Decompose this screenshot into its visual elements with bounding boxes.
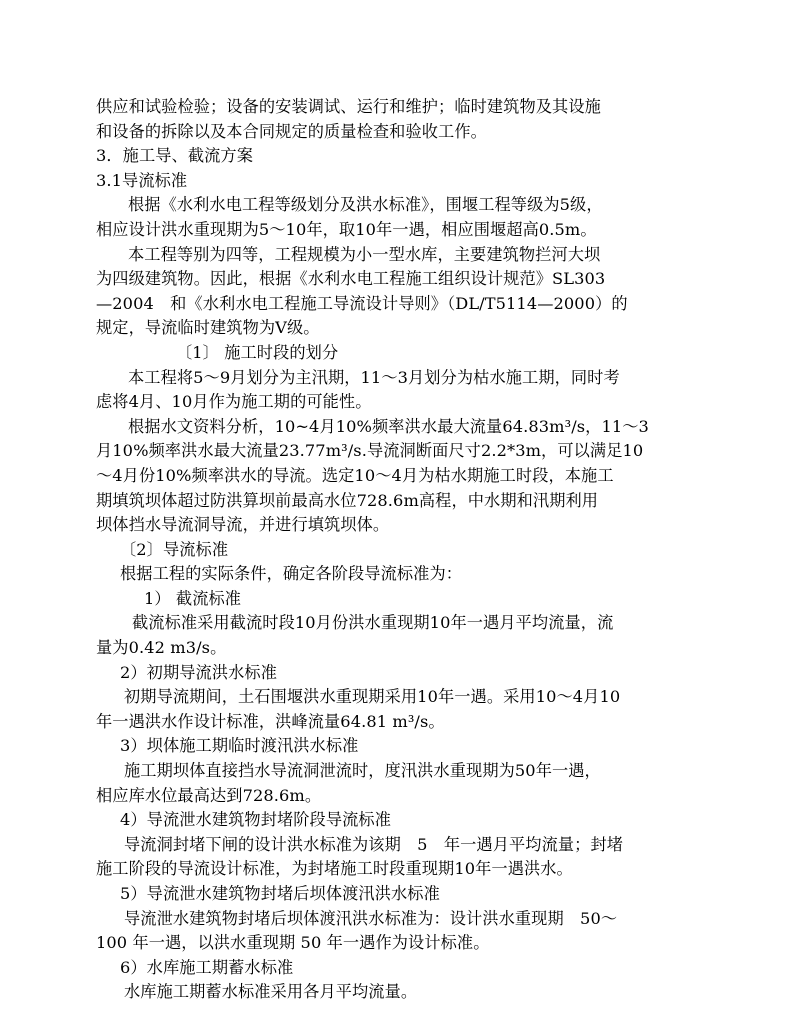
paragraph-line: 根据水文资料分析，10~4月10%频率洪水最大流量64.83m³/s，11～3	[128, 416, 649, 436]
section-heading: 3．施工导、截流方案	[96, 146, 253, 166]
item-heading: 4）导流泄水建筑物封堵阶段导流标准	[120, 810, 391, 830]
paragraph-line: 施工期坝体直接挡水导流洞泄流时，度汛洪水重现期为50年一遇，	[124, 761, 601, 781]
text-line: ～4月份10%频率洪水的导流。选定10～4月为枯水期施工时段，本施工	[96, 465, 614, 485]
paragraph-line: 初期导流期间，土石围堰洪水重现期采用10年一遇。采用10～4月10	[124, 687, 621, 707]
subsection-heading: 3.1导流标准	[96, 170, 188, 190]
paragraph-line: 根据工程的实际条件，确定各阶段导流标准为：	[120, 564, 463, 584]
text-line: 量为0.42 m3/s。	[96, 638, 227, 658]
item-heading: 5）导流泄水建筑物封堵后坝体渡汛洪水标准	[120, 884, 440, 903]
paragraph-line: 水库施工期蓄水标准采用各月平均流量。	[124, 982, 418, 1002]
text-line: —2004 和《水利水电工程施工导流设计导则》（DL/T5114—2000）的	[96, 293, 628, 313]
item-heading: 3）坝体施工期临时渡汛洪水标准	[120, 736, 359, 756]
text-line: 虑将4月、10月作为施工期的可能性。	[96, 392, 372, 412]
text-line: 为四级建筑物。因此，根据《水利水电工程施工组织设计规范》SL303	[96, 269, 606, 289]
text-line: 规定，导流临时建筑物为Ⅴ级。	[96, 318, 320, 338]
text-line: 年一遇洪水作设计标准，洪峰流量64.81 m³/s。	[96, 711, 445, 731]
text-line: 施工阶段的导流设计标准，为封堵施工时段重现期10年一遇洪水。	[96, 859, 573, 879]
text-line: 100 年一遇，以洪水重现期 50 年一遇作为设计标准。	[96, 933, 490, 953]
text-line: 坝体挡水导流洞导流，并进行填筑坝体。	[96, 515, 390, 535]
text-line: 相应设计洪水重现期为5～10年，取10年一遇，相应围堰超高0.5m。	[96, 219, 597, 239]
text-line: 期填筑坝体超过防洪算坝前最高水位728.6m高程，中水期和汛期利用	[96, 490, 599, 510]
paragraph-line: 本工程等别为四等，工程规模为小一型水库，主要建筑物拦河大坝	[128, 244, 601, 264]
item-heading: 2）初期导流洪水标准	[120, 662, 277, 682]
paragraph-line: 本工程将5～9月划分为主汛期，11～3月划分为枯水施工期，同时考	[128, 367, 620, 387]
paragraph-line: 截流标准采用截流时段10月份洪水重现期10年一遇月平均流量，流	[132, 613, 614, 633]
item-heading: 6）水库施工期蓄水标准	[120, 957, 294, 977]
item-heading: 1） 截流标准	[144, 588, 242, 608]
document-body	[96, 95, 696, 1005]
text-line: 相应库水位最高达到728.6m。	[96, 785, 322, 805]
text-line: 月10%频率洪水最大流量23.77m³/s.导流洞断面尺寸2.2*3m，可以满足10	[96, 441, 644, 461]
item-heading: 〔1〕 施工时段的划分	[176, 342, 339, 362]
item-heading: 〔2〕导流标准	[120, 539, 229, 559]
text-line: 供应和试验检验；设备的安装调试、运行和维护；临时建筑物及其设施	[96, 97, 601, 116]
paragraph-line: 导流洞封堵下闸的设计洪水标准为该期 5 年一遇月平均流量；封堵	[124, 834, 624, 854]
text-line: 和设备的拆除以及本合同规定的质量检查和验收工作。	[96, 121, 487, 141]
paragraph-line: 导流泄水建筑物封堵后坝体渡汛洪水标准为：设计洪水重现期 50～	[124, 908, 618, 928]
paragraph-line: 根据《水利水电工程等级划分及洪水标准》，围堰工程等级为5级，	[128, 195, 603, 215]
